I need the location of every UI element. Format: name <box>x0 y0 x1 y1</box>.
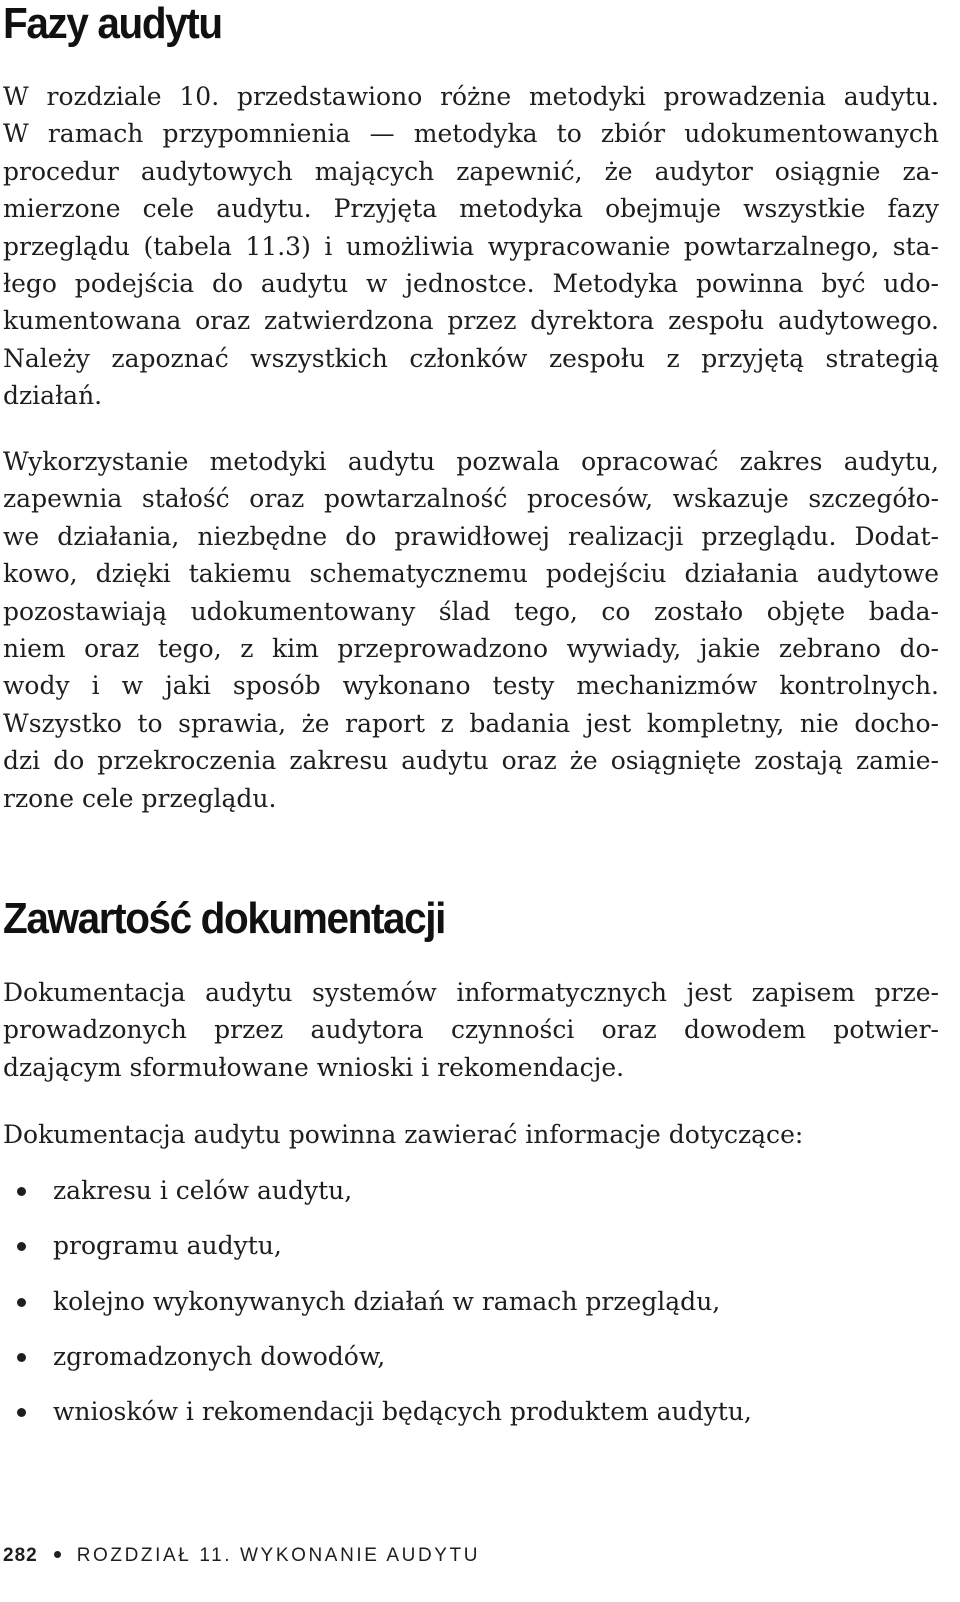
text-line: łego podejścia do audytu w jednostce. Metodyka powinna być udo- <box>3 269 939 299</box>
list-item <box>0 1389 940 1444</box>
text-line: Wykorzystanie metodyki audytu pozwala opracować zakres audytu, <box>3 447 939 476</box>
text-line: procedur audytowych mających zapewnić, że audytor osiągnie za- <box>3 156 939 186</box>
text-line: kumentowana oraz zatwierdzona przez dyrektora zespołu audytowego. <box>3 306 939 336</box>
bullet-icon <box>17 1242 26 1251</box>
section-heading-zawartosc-dokumentacji: Zawartość dokumentacji <box>3 894 446 943</box>
list-item-text: kolejno wykonywanych działań w ramach przeglądu, <box>53 1286 721 1316</box>
text-line: W ramach przypomnienia — metodyka to zbiór udokumentowanych <box>3 119 939 149</box>
text-line: mierzone cele audytu. Przyjęta metodyka obejmuje wszystkie fazy <box>3 194 939 224</box>
text-line: prowadzonych przez audytora czynności oraz dowodem potwier- <box>3 1015 939 1045</box>
text-line: wody i w jaki sposób wykonano testy mechanizmów kontrolnych. <box>3 671 939 701</box>
bullet-icon <box>17 1408 26 1417</box>
section-heading-fazy-audytu: Fazy audytu <box>3 0 222 48</box>
list-item <box>0 1279 940 1334</box>
text-line: działań. <box>3 381 103 411</box>
text-line: dzającym sformułowane wnioski i rekomendacje. <box>3 1052 625 1082</box>
paragraph-wykorzystanie-metodyki <box>3 443 939 817</box>
text-line: we działania, niezbędne do prawidłowej realizacji przeglądu. Dodat- <box>3 521 939 551</box>
text-line: przeglądu (tabela 11.3) i umożliwia wypracowanie powtarzalnego, sta- <box>3 231 939 261</box>
list-item-text: zakresu i celów audytu, <box>53 1176 353 1205</box>
list-item-text: wniosków i rekomendacji będących produktem audytu, <box>53 1397 752 1427</box>
text-line: niem oraz tego, z kim przeprowadzono wywiady, jakie zebrano do- <box>3 634 939 664</box>
text-line: Należy zapoznać wszystkich członków zespołu z przyjętą strategią <box>3 343 939 373</box>
list-item-text: programu audytu, <box>53 1231 282 1261</box>
text-line: dzi do przekroczenia zakresu audytu oraz że osiągnięte zostają zamie- <box>3 746 939 776</box>
running-footer-chapter: ROZDZIAŁ 11. WYKONANIE AUDYTU <box>76 1545 481 1566</box>
page-number: 282 <box>3 1545 38 1566</box>
bullet-icon <box>17 1353 26 1362</box>
text-line: Dokumentacja audytu powinna zawierać informacje dotyczące: <box>3 1120 804 1149</box>
list-item <box>0 1223 940 1278</box>
text-line: rzone cele przeglądu. <box>3 783 277 813</box>
text-line: kowo, dzięki takiemu schematycznemu podejściu działania audytowe <box>3 559 939 589</box>
list-item <box>0 1168 940 1223</box>
list-item <box>0 1334 940 1389</box>
list-item-text: zgromadzonych dowodów, <box>53 1341 386 1371</box>
page-footer <box>3 1541 480 1571</box>
bullet-separator-icon <box>54 1551 61 1558</box>
documentation-contents-list <box>0 1168 940 1444</box>
text-line: pozostawiają udokumentowany ślad tego, co zostało objęte bada- <box>3 596 939 626</box>
bullet-icon <box>17 1187 26 1196</box>
text-line: zapewnia stałość oraz powtarzalność procesów, wskazuje szczegóło- <box>3 484 939 514</box>
text-line: W rozdziale 10. przedstawiono różne metodyki prowadzenia audytu. <box>3 82 939 111</box>
paragraph-dokumentacja-definicja <box>3 974 939 1086</box>
paragraph-dokumentacja-intro <box>3 1116 939 1153</box>
text-line: Dokumentacja audytu systemów informatycznych jest zapisem prze- <box>3 978 939 1007</box>
bullet-icon <box>17 1298 26 1307</box>
text-line: Wszystko to sprawia, że raport z badania jest kompletny, nie docho- <box>3 708 939 738</box>
paragraph-metodyki <box>3 78 939 415</box>
